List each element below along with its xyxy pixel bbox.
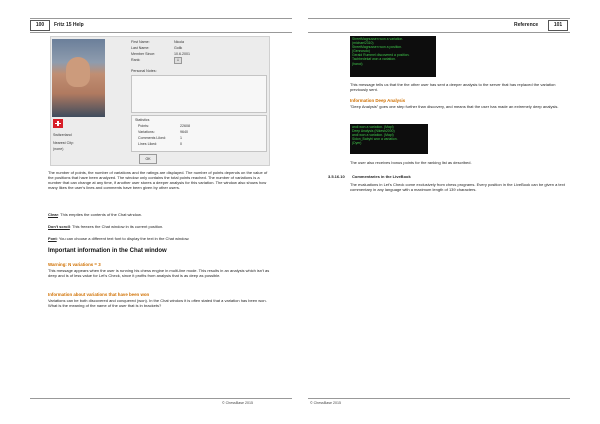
- font-text: : You can choose a different text font to display the text in the Chat window.: [56, 236, 190, 241]
- footer-rule: [30, 398, 292, 399]
- swiss-flag-icon: [53, 119, 63, 128]
- ok-button[interactable]: OK: [139, 154, 157, 164]
- page-number: 101: [548, 20, 568, 31]
- chat-line: StreetMagnussen won a position.: [352, 45, 403, 50]
- chat-line: andi won a variation. (Mapl): [352, 125, 394, 129]
- user-photo: [52, 39, 105, 117]
- section-title: Commentaries in the LiveBook: [352, 174, 411, 179]
- intro-paragraph: The number of points, the number of variations and the ratings are displayed. The number of points depends on the value of the positions that have been analyzed. The window only contains the total points reached. The number of variations is a number that can change at any time, if another user stores a deeper analysis for this variation. The window also shows how many likes the user's lines and comments have been given by other users.: [48, 170, 268, 190]
- chat-line: (Gennosdo): [352, 49, 370, 54]
- field-value: Golik: [174, 46, 183, 50]
- stat-value: 0: [180, 142, 182, 146]
- dont-scroll-description: [48, 224, 270, 229]
- stat-value: 22608: [180, 124, 190, 128]
- clear-description: [48, 212, 270, 217]
- nearest-city-value: (none): [53, 147, 64, 151]
- statistics-label: Statistics: [135, 118, 150, 122]
- chat-line: Gerald Rummel discovered a position.: [352, 53, 410, 58]
- info-won-text: Variations can be both discovered and conquered (won). In the Chat window it is often stated that a variation has been won. What is the meaning of the name of the user that is in brackets?: [48, 298, 267, 308]
- section-number: 3.5.16.10: [328, 174, 345, 179]
- personal-notes-label: Personal Notes:: [131, 69, 157, 73]
- clear-text: : This empties the contents of the Chat window.: [58, 212, 142, 217]
- rank-icon: ♖: [174, 57, 182, 64]
- field-label: Rank:: [131, 58, 141, 62]
- footer-rule: [308, 398, 570, 399]
- field-value: Nicola: [174, 40, 184, 44]
- chat-line: (michael2310): [352, 41, 374, 46]
- footer: © ChessBase 2015: [222, 401, 254, 405]
- chat-line: andi won a variation. (Mapl): [352, 133, 394, 138]
- font-description: [48, 236, 270, 241]
- field-label: Last Name:: [131, 46, 150, 50]
- running-title: Reference: [514, 22, 539, 28]
- chat-screenshot-1: [350, 36, 436, 77]
- field-value: 10.6.2001: [174, 52, 190, 56]
- section-heading: Important information in the Chat window: [48, 248, 167, 254]
- font-term: Font: [48, 236, 57, 241]
- footer: © ChessBase 2015: [310, 401, 342, 405]
- nearest-city-label: Nearest City:: [53, 141, 74, 145]
- chat-line: (hanoi): [352, 61, 363, 66]
- stat-label: Lines Liked:: [138, 142, 158, 146]
- chat-line: Deep Analysis (Nikesh2000): [352, 129, 395, 134]
- user-info-window: [50, 36, 270, 166]
- warning-text: This message appears when the user is running his chess engine in multi-line mode. This results in an analysis which isn't as deep and is of less value for Let's Check, since it profits from analysis that is as deep as possible.: [48, 268, 270, 278]
- stat-value: 9640: [180, 130, 188, 134]
- info-won-heading: Information about variations that have been won: [48, 292, 150, 297]
- deep-analysis-heading: Information Deep Analysis: [350, 98, 406, 103]
- field-label: Member Since:: [131, 52, 156, 56]
- chat-line: Tachbedekaf won a variation.: [352, 57, 396, 62]
- chat-line: StreetMagnussen won a variation.: [352, 37, 404, 41]
- chat-line: (Dyer): [352, 141, 362, 146]
- chat-line: Sidon_Babyhi won a variation.: [352, 137, 398, 142]
- warning-heading: Warning: N variations = 3: [48, 262, 101, 267]
- paragraph-livebook-commentaries: The evaluations in Let's Check come exclusively from chess programs. Every position in the LiveBook can be given a text commentary in any language with a maximum length of 139 characters.: [350, 182, 565, 192]
- country-label: Switzerland: [53, 133, 72, 137]
- stat-value: 1: [180, 136, 182, 140]
- page-header: [30, 18, 292, 33]
- stat-label: Points:: [138, 124, 149, 128]
- clear-term: Clear: [48, 212, 59, 217]
- deep-analysis-text: "Deep Analysis" goes one step further than discovery, and means that the user has made an extremely deep analysis.: [350, 104, 559, 109]
- personal-notes-box[interactable]: [131, 75, 267, 113]
- paragraph-variation-replaced: This message tells us that the the other user has sent a deeper analysis to the server that has replaced the variation previously sent.: [350, 82, 556, 92]
- statistics-panel: [131, 115, 267, 152]
- chat-screenshot-2: [350, 124, 428, 154]
- running-title: Fritz 15 Help: [54, 22, 84, 28]
- page-number: 100: [30, 20, 50, 31]
- page-header: [308, 18, 570, 33]
- stat-label: Comments Liked:: [138, 136, 166, 140]
- field-label: First Name:: [131, 40, 150, 44]
- right-page: [300, 0, 600, 424]
- dont-scroll-text: : This freezes the Chat window in its current position.: [69, 224, 164, 229]
- paragraph-bonus-points: The user also receives bonus points for the ranking list as described.: [350, 160, 472, 165]
- dont-scroll-term: Don't scroll: [48, 224, 70, 229]
- stat-label: Variations:: [138, 130, 155, 134]
